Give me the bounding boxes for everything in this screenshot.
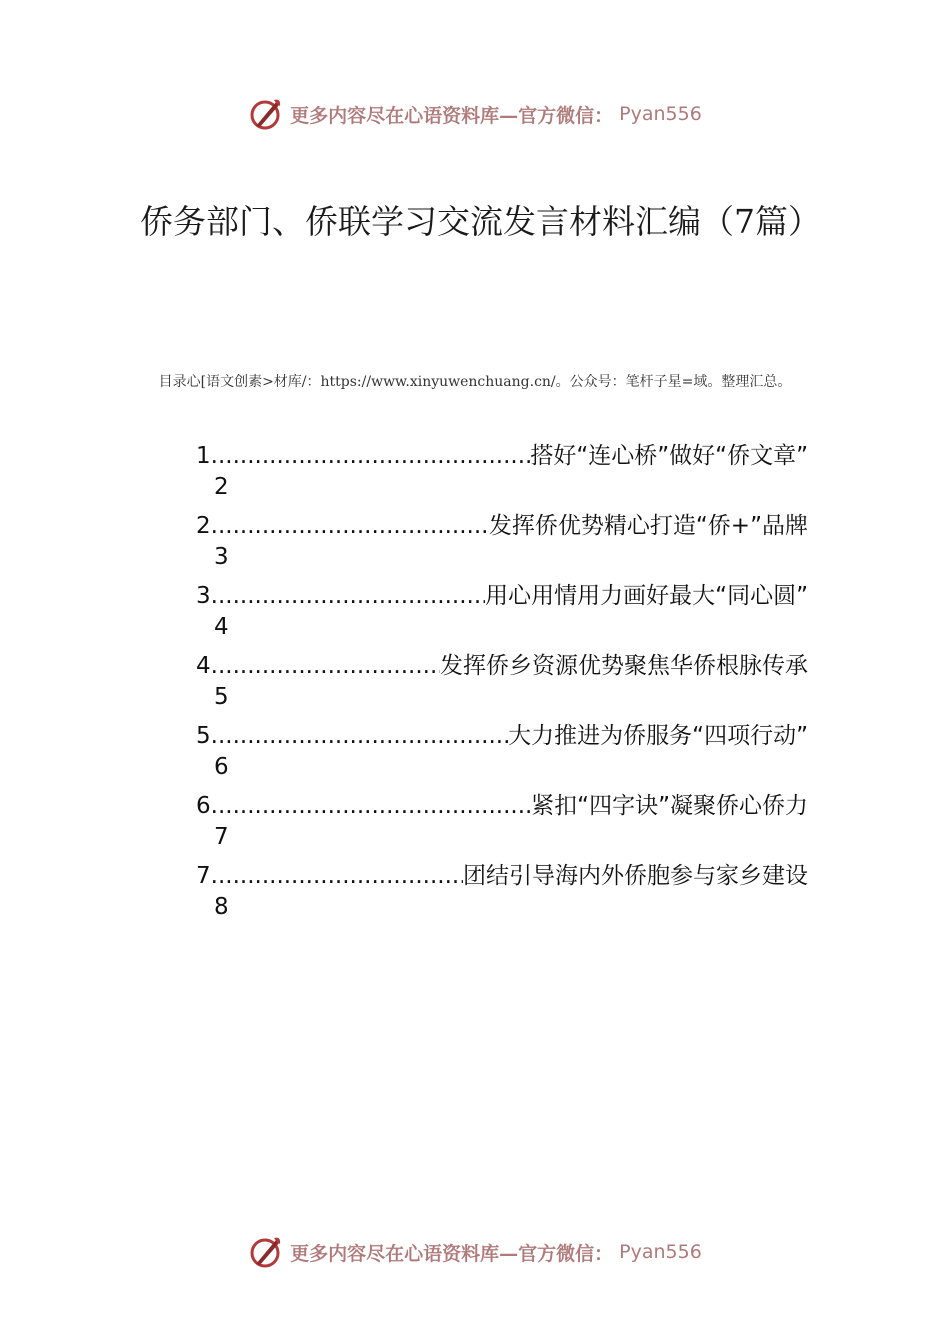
toc-entry[interactable] [196, 580, 808, 650]
toc-leader-dots [211, 720, 509, 752]
toc-label: 发挥侨优势精心打造“侨+”品牌 [488, 513, 808, 539]
toc-entry[interactable] [196, 860, 808, 930]
toc-label: 用心用情用力画好最大“同心圆” [485, 583, 808, 609]
toc-entry[interactable] [196, 790, 808, 860]
toc-leader-dots [211, 580, 486, 612]
banner-wechat-id: Pyan556 [619, 103, 702, 125]
toc-number: 2 [196, 513, 211, 539]
banner-text: 更多内容尽在心语资料库—官方微信： [290, 1242, 614, 1265]
toc-page-number: 7 [214, 824, 229, 850]
table-of-contents [196, 440, 808, 930]
toc-entry[interactable] [196, 720, 808, 790]
intro-text: 目录心[语文创素>材库/：https://www.xinyuwenchuang.cn/。公众号：笔杆子星=域。整理汇总。 [158, 374, 792, 390]
toc-number: 7 [196, 863, 211, 889]
quill-logo-icon [248, 1234, 284, 1270]
toc-label: 团结引导海内外侨胞参与家乡建设 [463, 863, 808, 889]
toc-leader-dots [211, 860, 463, 892]
toc-page-number: 5 [214, 684, 229, 710]
toc-leader-dots [211, 790, 532, 822]
toc-number: 1 [196, 443, 211, 469]
toc-number: 3 [196, 583, 211, 609]
toc-number: 6 [196, 793, 211, 819]
toc-label: 大力推进为侨服务“四项行动” [508, 723, 808, 749]
toc-entry[interactable] [196, 510, 808, 580]
toc-number: 4 [196, 653, 211, 679]
toc-leader-dots [211, 650, 440, 682]
toc-page-number: 6 [214, 754, 229, 780]
toc-page-number: 3 [214, 544, 229, 570]
toc-label: 搭好“连心桥”做好“侨文章” [530, 443, 808, 469]
toc-label: 发挥侨乡资源优势聚焦华侨根脉传承 [440, 653, 808, 679]
toc-label: 紧扣“四字诀”凝聚侨心侨力 [531, 793, 808, 819]
toc-page-number: 8 [214, 894, 229, 920]
banner-wechat-id: Pyan556 [619, 1241, 702, 1263]
footer-watermark-banner [0, 1232, 950, 1272]
toc-page-number: 4 [214, 614, 229, 640]
toc-leader-dots [211, 510, 489, 542]
header-watermark-banner [0, 94, 950, 134]
toc-leader-dots [211, 440, 531, 472]
toc-entry[interactable] [196, 650, 808, 720]
quill-logo-icon [248, 96, 284, 132]
toc-page-number: 2 [214, 474, 229, 500]
banner-text: 更多内容尽在心语资料库—官方微信： [290, 104, 614, 127]
toc-entry[interactable] [196, 440, 808, 510]
document-title: 侨务部门、侨联学习交流发言材料汇编（7篇） [140, 202, 821, 241]
toc-number: 5 [196, 723, 211, 749]
